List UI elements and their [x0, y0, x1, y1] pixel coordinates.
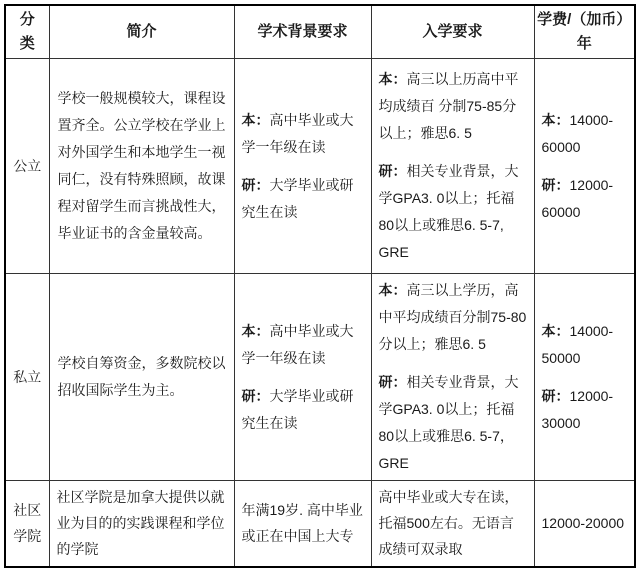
intro-cell-community [49, 481, 234, 567]
header-academic-background: 学术背景要求 [234, 5, 371, 59]
academic-master-paragraph [242, 383, 364, 437]
intro-text: 社区学院是加拿大提供以就业为目的的实践课程和学位的学院 [56, 489, 225, 558]
admission-master-text: 相关专业背景，大学GPA3. 0以上；托福80以上或雅思6. 5-7, GRE [378, 163, 519, 260]
academic-master-text: 大学毕业或研究生在读 [241, 176, 354, 220]
master-label: 研： [378, 374, 407, 390]
tuition-master-value: 12000-30000 [541, 387, 614, 431]
tuition-bachelor-paragraph [542, 107, 628, 161]
admission-master-paragraph [379, 158, 527, 266]
category-cell-community: 社区学院 [5, 481, 49, 567]
tuition-master-paragraph [542, 383, 628, 437]
intro-cell-private [49, 274, 234, 481]
admission-bachelor-paragraph [379, 66, 527, 147]
tuition-bachelor-paragraph [542, 318, 628, 372]
bachelor-label: 本： [241, 111, 270, 128]
master-label: 研： [378, 163, 407, 179]
intro-text: 学校一般规模较大，课程设置齐全。公立学校在学业上对外国学生和本地学生一视同仁，没有特殊照顾，故课程对留学生而言挑战性大，毕业证书的含金量较高。 [57, 90, 226, 241]
admission-master-paragraph [379, 369, 527, 477]
bachelor-label: 本： [541, 322, 570, 339]
admission-cell-private [371, 274, 534, 481]
tuition-master-paragraph [542, 172, 628, 226]
intro-cell-public [49, 59, 234, 274]
admission-cell-community [371, 481, 534, 567]
tuition-value: 12000-20000 [541, 515, 625, 532]
master-label: 研： [541, 176, 570, 193]
tuition-master-value: 12000-60000 [541, 176, 614, 220]
bachelor-label: 本： [541, 111, 570, 128]
academic-bachelor-text: 高中毕业或大学一年级在读 [241, 322, 354, 366]
header-tuition [534, 5, 635, 59]
tuition-bachelor-value: 14000-60000 [541, 111, 614, 155]
admission-cell-public [371, 59, 534, 274]
tuition-cell-public [534, 59, 635, 274]
header-tuition-line1: 学费/（加币） [537, 11, 632, 28]
master-label: 研： [241, 387, 270, 404]
row-public-school [5, 59, 635, 274]
academic-text: 年满19岁. 高中毕业或正在中国上大专 [241, 502, 363, 545]
header-category: 分类 [5, 5, 49, 59]
tuition-cell-community [534, 481, 635, 567]
row-private-school [5, 274, 635, 481]
row-community-college [5, 481, 635, 567]
academic-bachelor-paragraph [242, 107, 364, 161]
admission-bachelor-text: 高三以上历高中平均成绩百 分制75-85分以上；雅思6. 5 [378, 71, 519, 141]
tuition-cell-private [534, 274, 635, 481]
category-cell-public: 公立 [5, 59, 49, 274]
master-label: 研： [241, 176, 270, 193]
admission-bachelor-paragraph [379, 277, 527, 358]
academic-cell-public [234, 59, 371, 274]
header-admission-requirements: 入学要求 [371, 5, 534, 59]
school-types-table [4, 4, 636, 568]
academic-bachelor-paragraph [242, 318, 364, 372]
bachelor-label: 本： [241, 322, 270, 339]
tuition-bachelor-value: 14000-50000 [541, 322, 614, 366]
bachelor-label: 本： [378, 282, 407, 298]
category-cell-private: 私立 [5, 274, 49, 481]
academic-master-paragraph [242, 172, 364, 226]
academic-master-text: 大学毕业或研究生在读 [241, 387, 354, 431]
header-intro: 简介 [49, 5, 234, 59]
academic-bachelor-text: 高中毕业或大学一年级在读 [241, 111, 354, 155]
header-tuition-line2: 年 [576, 35, 592, 52]
master-label: 研： [541, 387, 570, 404]
intro-text: 学校自筹资金，多数院校以招收国际学生为主。 [57, 355, 226, 398]
admission-text: 高中毕业或大专在读，托福500左右。无语言成绩可双录取 [378, 489, 519, 558]
admission-bachelor-text: 高三以上学历，高中平均成绩百分制75-80分以上；雅思6. 5 [378, 282, 527, 352]
academic-cell-private [234, 274, 371, 481]
bachelor-label: 本： [378, 71, 407, 87]
academic-cell-community [234, 481, 371, 567]
header-row [5, 5, 635, 59]
admission-master-text: 相关专业背景，大学GPA3. 0以上；托福80以上或雅思6. 5-7，GRE [378, 374, 519, 471]
